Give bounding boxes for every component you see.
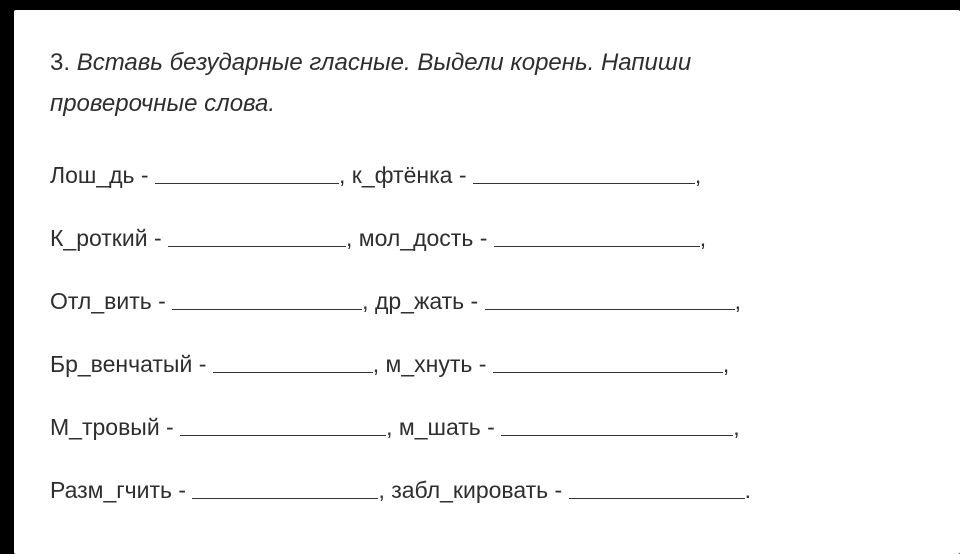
exercise-row (50, 412, 740, 442)
answer-blank[interactable] (485, 287, 735, 310)
row-end-punctuation: , (694, 162, 702, 188)
row-end-punctuation: . (744, 477, 751, 503)
exercise-number: 3. (50, 49, 71, 76)
answer-blank[interactable] (180, 413, 386, 436)
word-with-gap: Лош_дь - (50, 162, 149, 188)
word-with-gap: забл_кировать - (391, 477, 563, 503)
answer-blank[interactable] (501, 413, 733, 436)
row-end-punctuation: , (734, 288, 741, 314)
answer-blank[interactable] (493, 350, 723, 373)
word-with-gap: мол_дость - (358, 225, 488, 251)
exercise-row (50, 223, 706, 253)
separator-comma: , (372, 351, 380, 377)
answer-blank[interactable] (494, 224, 700, 247)
answer-blank[interactable] (168, 224, 346, 247)
exercise-row (50, 286, 741, 316)
word-with-gap: К_роткий - (50, 225, 162, 251)
word-with-gap: м_хнуть - (385, 351, 487, 377)
exercise-title (50, 42, 810, 124)
separator-comma: , (338, 162, 346, 188)
answer-blank[interactable] (172, 287, 362, 310)
exercise-row (50, 475, 751, 505)
word-with-gap: М_тровый - (50, 414, 174, 440)
answer-blank[interactable] (192, 476, 378, 499)
word-with-gap: к_фтёнка - (351, 162, 467, 188)
answer-blank[interactable] (155, 161, 339, 184)
separator-comma: , (362, 288, 369, 314)
separator-comma: , (346, 225, 353, 251)
answer-blank[interactable] (473, 161, 695, 184)
row-end-punctuation: , (733, 414, 740, 440)
row-end-punctuation: , (699, 225, 707, 251)
worksheet-page (14, 10, 960, 554)
word-with-gap: Разм_гчить - (50, 477, 187, 503)
separator-comma: , (378, 477, 385, 503)
exercise-row (50, 349, 729, 379)
row-end-punctuation: , (722, 351, 730, 377)
word-with-gap: Бр_венчатый - (50, 351, 207, 377)
answer-blank[interactable] (213, 350, 373, 373)
exercise-row (50, 160, 701, 190)
answer-blank[interactable] (569, 476, 745, 499)
word-with-gap: м_шать - (398, 414, 495, 440)
separator-comma: , (386, 414, 393, 440)
exercise-instruction: Вставь безударные гласные. Выдели корень. Напиши проверочные слова. (50, 49, 692, 117)
word-with-gap: др_жать - (374, 288, 479, 314)
word-with-gap: Отл_вить - (50, 288, 166, 314)
